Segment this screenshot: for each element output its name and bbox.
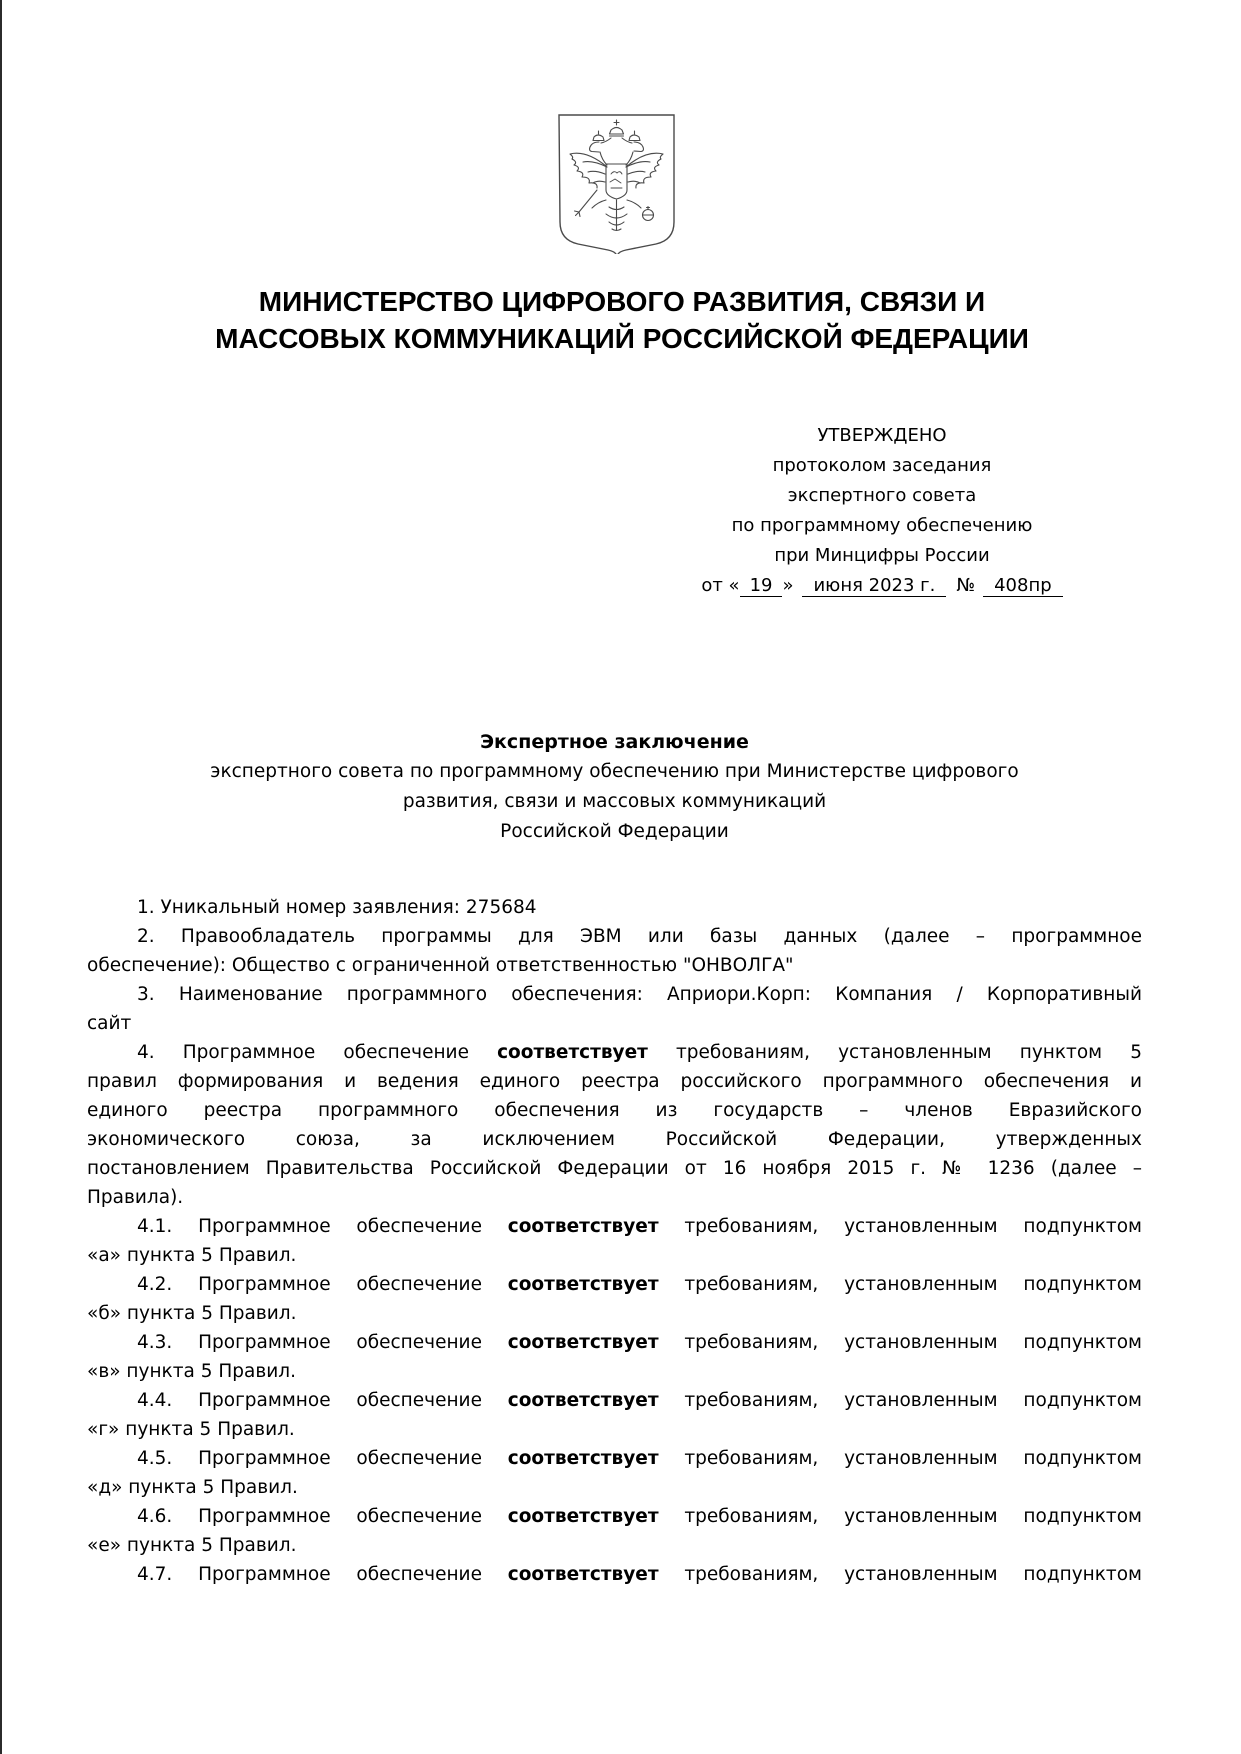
plain-text: 3. Наименование программного обеспечения: Априори.Корп: Компания / Корпоративный [137, 984, 1142, 1005]
emphasis-text: соответствует [507, 1564, 659, 1585]
plain-text: требованиям, установленным подпунктом [658, 1390, 1142, 1411]
plain-text: 4.7. Программное обеспечение [137, 1564, 508, 1585]
emphasis-text: соответствует [497, 1042, 648, 1063]
document-title: Экспертное заключение [480, 731, 749, 753]
plain-text: требованиям, установленным подпунктом [658, 1564, 1142, 1585]
text-line [87, 1299, 1142, 1328]
text-line [87, 1386, 1142, 1415]
text-line [87, 1328, 1142, 1357]
ministry-title [72, 283, 1172, 357]
text-line [87, 1357, 1142, 1386]
plain-text: «е» пункта 5 Правил. [87, 1535, 297, 1556]
body-paragraph-item-4-3 [87, 1328, 1142, 1386]
emphasis-text: соответствует [507, 1506, 659, 1527]
russia-coat-of-arms-icon [553, 112, 680, 254]
approval-date-line [652, 571, 1112, 601]
plain-text: 4.2. Программное обеспечение [137, 1274, 508, 1295]
text-line [87, 980, 1142, 1009]
approval-line: экспертного совета [787, 485, 977, 506]
plain-text: «г» пункта 5 Правил. [87, 1419, 295, 1440]
text-line [87, 951, 1142, 980]
plain-text: постановлением Правительства Российской Федерации от 16 ноября 2015 г. № 1236 (далее – [87, 1158, 1142, 1179]
plain-text: 4.1. Программное обеспечение [137, 1216, 508, 1237]
approval-status: УТВЕРЖДЕНО [817, 425, 947, 446]
body-paragraph-item-4-6 [87, 1502, 1142, 1560]
document-subtitle-line: Российской Федерации [500, 821, 729, 842]
text-line [87, 1212, 1142, 1241]
plain-text: единого реестра программного обеспечения из государств – членов Евразийского [87, 1100, 1142, 1121]
approval-line: при Минцифры России [774, 545, 990, 566]
plain-text: требованиям, установленным подпунктом [658, 1506, 1142, 1527]
body-paragraph-item-4-4 [87, 1386, 1142, 1444]
plain-text: экономического союза, за исключением Российской Федерации, утвержденных [87, 1129, 1142, 1150]
plain-text: 1. Уникальный номер заявления: 275684 [137, 897, 537, 918]
protocol-number-field: 408пр [983, 575, 1063, 597]
ministry-title-line2: МАССОВЫХ КОММУНИКАЦИЙ РОССИЙСКОЙ ФЕДЕРАЦИИ [215, 323, 1029, 354]
text-line [87, 1009, 1142, 1038]
body-paragraph-item-4-1 [87, 1212, 1142, 1270]
text-line [87, 922, 1142, 951]
number-sign: № [956, 575, 976, 596]
text-line [87, 1154, 1142, 1183]
plain-text: 4.3. Программное обеспечение [137, 1332, 508, 1353]
text-line [87, 1444, 1142, 1473]
plain-text: «б» пункта 5 Правил. [87, 1303, 297, 1324]
plain-text: «д» пункта 5 Правил. [87, 1477, 298, 1498]
protocol-month-field: июня 2023 г. [802, 575, 946, 597]
body-paragraph-item-4-7 [87, 1560, 1142, 1589]
plain-text: 4.5. Программное обеспечение [137, 1448, 508, 1469]
text-line [87, 1502, 1142, 1531]
plain-text: обеспечение): Общество с ограниченной ответственностью "ОНВОЛГА" [87, 955, 794, 976]
plain-text: Правила). [87, 1187, 184, 1208]
body-paragraph-item-1 [87, 893, 1142, 922]
date-close-quote: » [782, 575, 794, 596]
text-line [87, 1067, 1142, 1096]
plain-text: сайт [87, 1013, 132, 1034]
plain-text: правил формирования и ведения единого реестра российского программного обеспечения и [87, 1071, 1142, 1092]
document-subtitle-line: экспертного совета по программному обеспечению при Министерстве цифрового [210, 761, 1019, 782]
text-line [87, 893, 1142, 922]
date-prefix: от « [701, 575, 740, 596]
emphasis-text: соответствует [507, 1274, 659, 1295]
plain-text: требованиям, установленным подпунктом [658, 1448, 1142, 1469]
emphasis-text: соответствует [507, 1216, 659, 1237]
text-line [87, 1473, 1142, 1502]
plain-text: 4. Программное обеспечение [137, 1042, 498, 1063]
text-line [87, 1125, 1142, 1154]
plain-text: требованиям, установленным подпунктом [658, 1216, 1142, 1237]
plain-text: требованиям, установленным пунктом 5 [647, 1042, 1142, 1063]
approval-block [652, 421, 1112, 601]
body-paragraph-item-4-5 [87, 1444, 1142, 1502]
plain-text: «а» пункта 5 Правил. [87, 1245, 297, 1266]
body-paragraph-item-4-2 [87, 1270, 1142, 1328]
text-line [87, 1038, 1142, 1067]
emphasis-text: соответствует [507, 1390, 659, 1411]
text-line [87, 1560, 1142, 1589]
ministry-title-line1: МИНИСТЕРСТВО ЦИФРОВОГО РАЗВИТИЯ, СВЯЗИ И [258, 286, 986, 317]
plain-text: 2. Правообладатель программы для ЭВМ или базы данных (далее – программное [137, 926, 1142, 947]
approval-line: по программному обеспечению [731, 515, 1033, 536]
text-line [87, 1183, 1142, 1212]
text-line [87, 1241, 1142, 1270]
body-paragraph-item-4 [87, 1038, 1142, 1212]
text-line [87, 1415, 1142, 1444]
emphasis-text: соответствует [507, 1332, 659, 1353]
protocol-day-field: 19 [740, 575, 783, 597]
plain-text: требованиям, установленным подпунктом [658, 1274, 1142, 1295]
plain-text: «в» пункта 5 Правил. [87, 1361, 297, 1382]
text-line [87, 1270, 1142, 1299]
body-paragraph-item-2 [87, 922, 1142, 980]
plain-text: требованиям, установленным подпунктом [658, 1332, 1142, 1353]
text-line [87, 1096, 1142, 1125]
plain-text: 4.4. Программное обеспечение [137, 1390, 508, 1411]
document-subtitle-line: развития, связи и массовых коммуникаций [402, 791, 827, 812]
document-body [87, 893, 1142, 1589]
plain-text: 4.6. Программное обеспечение [137, 1506, 508, 1527]
approval-line: протоколом заседания [772, 455, 992, 476]
body-paragraph-item-3 [87, 980, 1142, 1038]
emphasis-text: соответствует [507, 1448, 659, 1469]
document-title-block [87, 727, 1142, 847]
text-line [87, 1531, 1142, 1560]
